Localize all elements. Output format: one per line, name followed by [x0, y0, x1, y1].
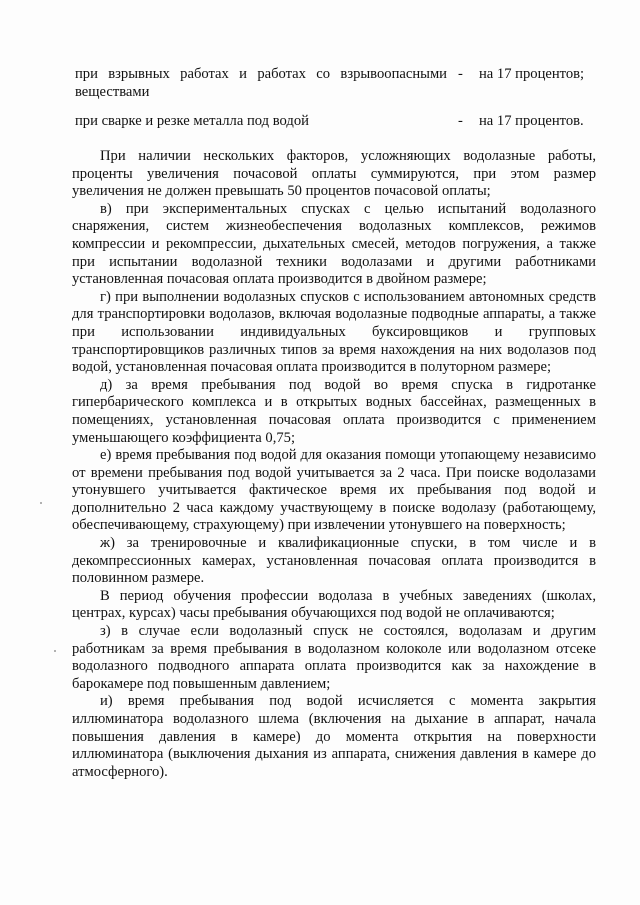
rate-condition: при сварке и резке металла под водой	[75, 113, 309, 129]
rate-row-explosive	[75, 66, 595, 102]
paragraph-item-g: г) при выполнении водолазных спусков с использованием автономных средств для транспортировки водолазов, включая водолазные подводные аппараты, а также при использовании индивидуальных буксировщиков и групповых транспортировщиков различных типов за время нахождения на них водолазов под водой, установленная почасовая оплата производится в полуторном размере;	[72, 288, 596, 376]
document-body	[72, 148, 596, 781]
rate-separator: -	[458, 66, 463, 82]
rate-condition: при взрывных работах и работах со взрывоопасными веществами	[75, 66, 447, 100]
rate-value: на 17 процентов.	[479, 113, 584, 129]
scan-speck	[54, 650, 56, 652]
scan-speck	[40, 502, 42, 504]
paragraph-item-v: в) при экспериментальных спусках с целью испытаний водолазного снаряжения, систем жизнеобеспечения водолазных комплексов, режимов компрессии и рекомпрессии, дыхательных смесей, методов погружения, а также при испытании водолазной техники водолазами и другими работниками установленная почасовая оплата производится в двойном размере;	[72, 200, 596, 288]
rate-value: на 17 процентов;	[479, 66, 585, 82]
paragraph-item-i: и) время пребывания под водой исчисляется с момента закрытия иллюминатора водолазного шлема (включения на дыхание в аппарат, начала повышения давления в камере) до момента открытия на поверхности иллюминатора (выключения дыхания из аппарата, снижения давления в камере до атмосферного).	[72, 693, 596, 780]
paragraph-factors-sum: При наличии нескольких факторов, усложняющих водолазные работы, проценты увеличения почасовой оплаты суммируются, при этом размер увеличения не должен превышать 50 процентов почасовой оплаты;	[72, 148, 596, 200]
paragraph-item-d: д) за время пребывания под водой во время спуска в гидротанке гипербарического комплекса и в открытых водных бассейнах, размещенных в помещениях, установленная почасовая оплата производится с применением уменьшающего коэффициента 0,75;	[72, 376, 596, 446]
paragraph-item-z: з) в случае если водолазный спуск не состоялся, водолазам и другим работникам за время пребывания в водолазном колоколе или водолазном отсеке водолазного подводного аппарата оплата производится как за нахождение в барокамере под повышенным давлением;	[72, 623, 596, 692]
rate-separator: -	[458, 113, 463, 129]
rate-row-welding	[75, 113, 595, 133]
paragraph-training-period: В период обучения профессии водолаза в учебных заведениях (школах, центрах, курсах) часы пребывания обучающихся под водой не оплачиваются;	[72, 587, 596, 622]
paragraph-item-e: е) время пребывания под водой для оказания помощи утопающему независимо от времени пребывания под водой учитывается за 2 часа. При поиске водолазами утонувшего учитывается фактическое время их пребывания под водой и дополнительно 2 часа каждому участвующему в поиске водолазу (работающему, обеспечивающему, страхующему) при извлечении утонувшего на поверхность;	[72, 447, 596, 534]
paragraph-item-zh: ж) за тренировочные и квалификационные спуски, в том числе и в декомпрессионных камерах, установленная почасовая оплата производится в половинном размере.	[72, 535, 596, 587]
